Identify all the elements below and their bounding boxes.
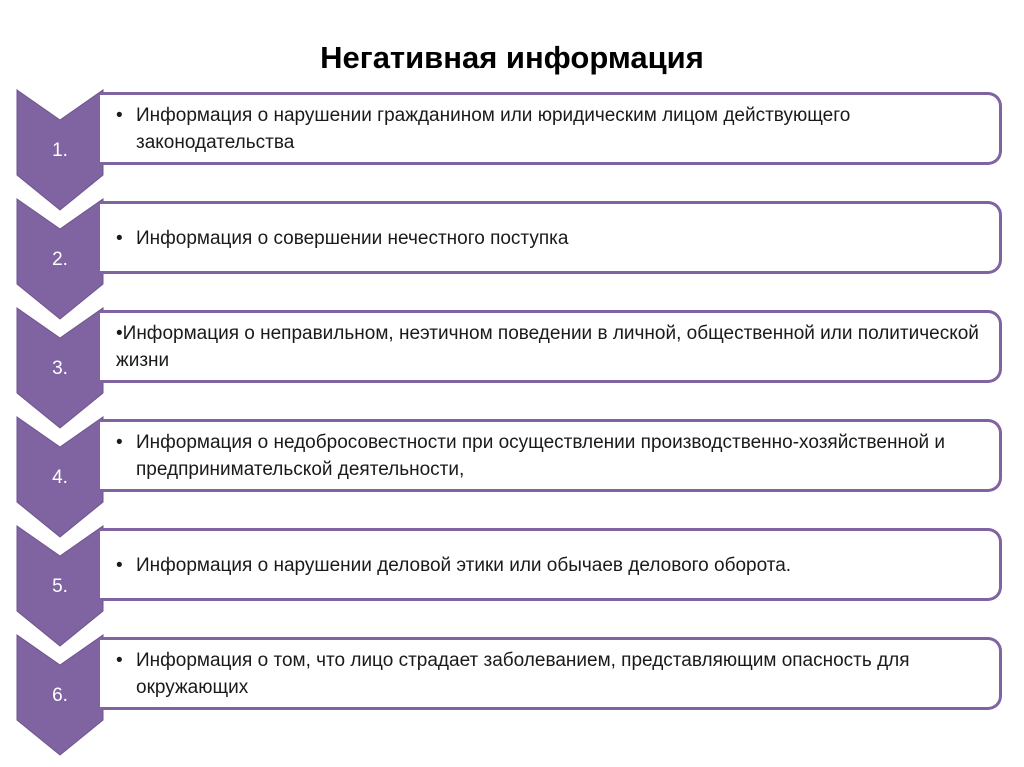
- item-text: Информация о том, что лицо страдает заболеванием, представляющим опасность для окружающих: [136, 650, 910, 698]
- item-text: Информация о нарушении гражданином или юридическим лицом действующего законодательства: [136, 105, 851, 153]
- list-item: [0, 90, 1024, 210]
- item-text: Информация о неправильном, неэтичном поведении в личной, общественной или политической жизни: [116, 323, 979, 371]
- list-item: [0, 308, 1024, 428]
- item-text-block: [116, 225, 996, 252]
- item-number: 5.: [52, 576, 68, 597]
- item-number: 6.: [52, 685, 68, 706]
- diagram-title: Негативная информация: [320, 40, 704, 75]
- item-text-block: [116, 429, 996, 483]
- item-text-block: [116, 647, 996, 701]
- list-item: [0, 417, 1024, 537]
- item-number: 3.: [52, 358, 68, 379]
- item-text: Информация о совершении нечестного поступка: [136, 228, 569, 249]
- item-text: Информация о нарушении деловой этики или обычаев делового оборота.: [136, 555, 792, 576]
- item-text-block: [116, 320, 996, 374]
- list-item: [0, 526, 1024, 646]
- item-text: Информация о недобросовестности при осуществлении производственно-хозяйственной и предпринимательской деятельности,: [136, 432, 946, 480]
- bullet-mark: •: [116, 105, 123, 126]
- item-number: 2.: [52, 249, 68, 270]
- bullet-mark: •: [116, 228, 123, 249]
- bullet-mark: •: [116, 432, 123, 453]
- bullet-mark: •: [116, 555, 123, 576]
- list-item: [0, 635, 1024, 755]
- item-number: 1.: [52, 140, 68, 161]
- list-item: [0, 199, 1024, 319]
- bullet-mark: •: [116, 323, 123, 344]
- item-text-block: [116, 102, 996, 156]
- bullet-mark: •: [116, 650, 123, 671]
- item-text-block: [116, 552, 996, 579]
- item-number: 4.: [52, 467, 68, 488]
